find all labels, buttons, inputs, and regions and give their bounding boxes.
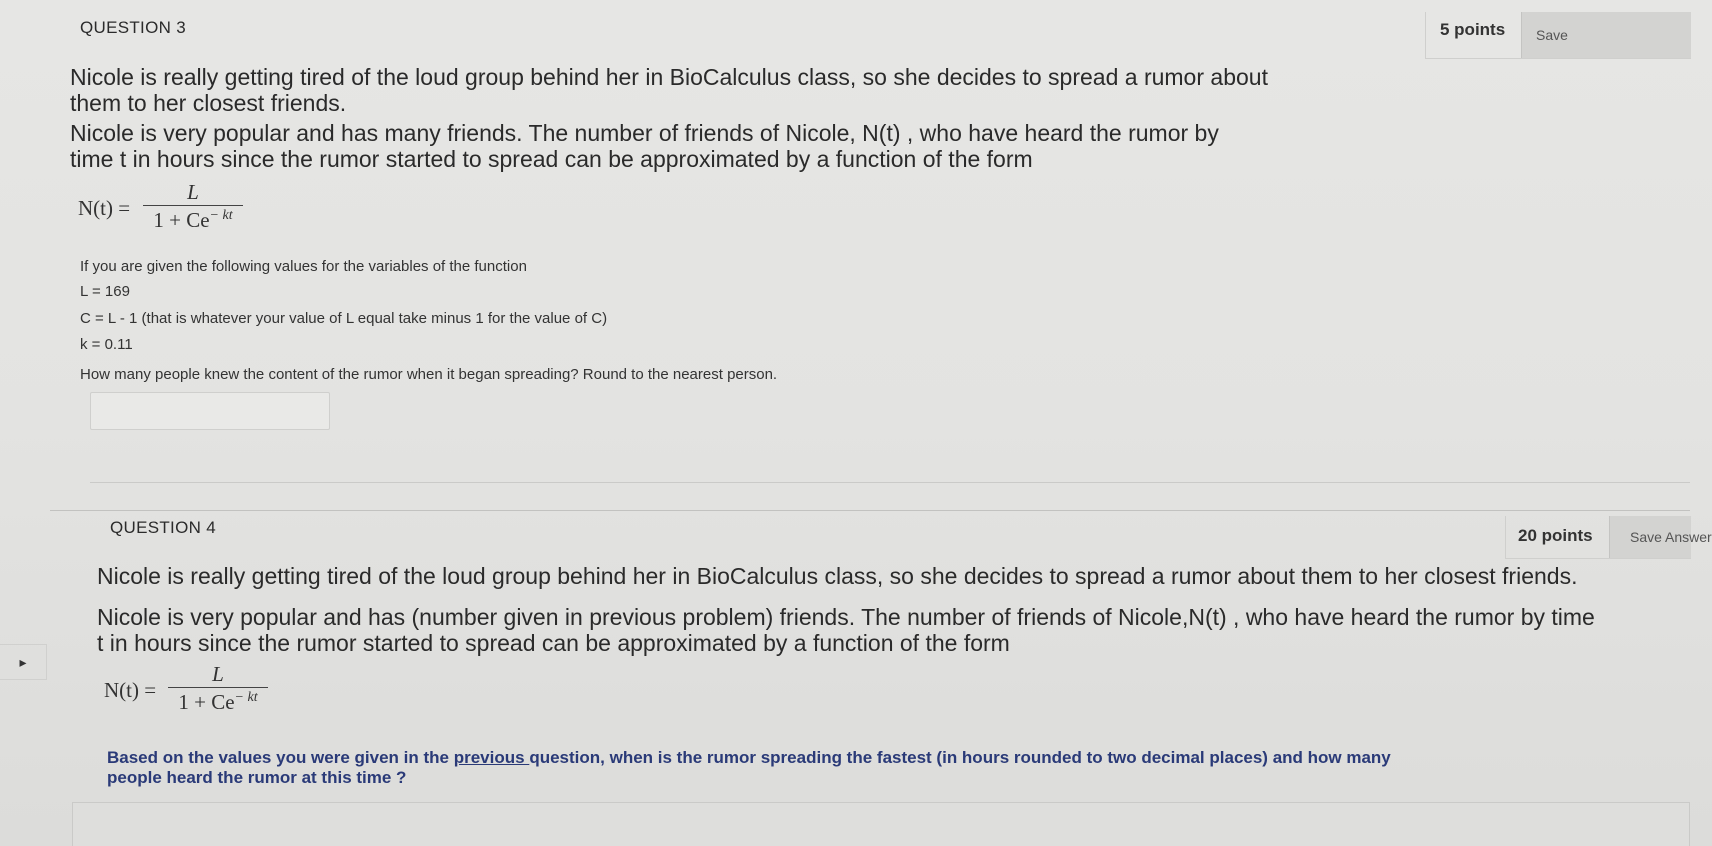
q3-formula-numerator: L bbox=[187, 180, 199, 204]
q4-save-button[interactable]: Save Answer bbox=[1609, 516, 1691, 558]
q3-formula-exponent: − kt bbox=[209, 208, 233, 223]
q3-given-intro: If you are given the following values for the variables of the function bbox=[80, 258, 527, 275]
q4-based-post: question, when is the rumor spreading the fastest (in hours rounded to two decimal places) and how many bbox=[529, 748, 1391, 767]
q4-previous-link[interactable]: previous bbox=[453, 748, 530, 767]
q4-based-line-1 bbox=[107, 748, 1667, 768]
q3-var-k: k = 0.11 bbox=[80, 336, 133, 353]
q3-var-L: L = 169 bbox=[80, 283, 130, 300]
q4-points: 20 points bbox=[1518, 526, 1593, 545]
q4-based-pre: Based on the values you were given in the bbox=[107, 748, 454, 767]
q3-points: 5 points bbox=[1440, 20, 1506, 39]
side-expand-arrow-icon[interactable]: ▸ bbox=[0, 644, 47, 680]
q4-based-line-2: people heard the rumor at this time ? bbox=[107, 768, 407, 787]
q4-heading: QUESTION 4 bbox=[110, 518, 216, 537]
q4-formula-numerator: L bbox=[212, 662, 224, 686]
q3-formula-denominator-base: 1 + Ce bbox=[153, 208, 210, 232]
q3-save-button[interactable]: Save bbox=[1521, 12, 1691, 58]
q4-formula-denominator bbox=[168, 687, 268, 715]
q3-paragraph-2-line-2: time t in hours since the rumor started to spread can be approximated by a function of the form bbox=[70, 146, 1033, 172]
q4-formula-lhs: N(t) = bbox=[104, 678, 157, 702]
q4-paragraph-2-line-2: t in hours since the rumor started to spread can be approximated by a function of the form bbox=[97, 630, 1010, 656]
q4-formula bbox=[104, 662, 304, 722]
q3-answer-input[interactable] bbox=[90, 392, 330, 430]
q3-paragraph-1-line-2: them to her closest friends. bbox=[70, 90, 347, 116]
q3-points-panel bbox=[1425, 12, 1691, 59]
question-separator bbox=[50, 510, 1690, 511]
q3-paragraph-2 bbox=[70, 120, 1219, 172]
q3-formula-lhs: N(t) = bbox=[78, 196, 131, 220]
q3-paragraph-1-line-1: Nicole is really getting tired of the loud group behind her in BioCalculus class, so she decides to spread a rumor about bbox=[70, 64, 1268, 90]
q3-divider bbox=[90, 482, 1690, 483]
q4-paragraph-2 bbox=[97, 604, 1595, 656]
q4-points-panel bbox=[1505, 516, 1712, 559]
q4-formula-denominator-base: 1 + Ce bbox=[178, 690, 235, 714]
q3-question: How many people knew the content of the rumor when it began spreading? Round to the nearest person. bbox=[80, 366, 778, 383]
q4-based-question bbox=[107, 748, 1667, 788]
q3-formula bbox=[78, 180, 278, 240]
q3-paragraph-2-line-1: Nicole is very popular and has many friends. The number of friends of Nicole, N(t) , who have heard the rumor by bbox=[70, 120, 1219, 146]
q4-answer-editor[interactable] bbox=[72, 802, 1690, 846]
q3-heading: QUESTION 3 bbox=[80, 18, 186, 37]
q3-formula-denominator bbox=[143, 205, 243, 233]
q3-var-C: C = L - 1 (that is whatever your value of L equal take minus 1 for the value of C) bbox=[80, 310, 608, 327]
q4-paragraph-2-line-1: Nicole is very popular and has (number given in previous problem) friends. The number of friends of Nicole,N(t) , who have heard the rumor by time bbox=[97, 604, 1595, 630]
q4-paragraph-1: Nicole is really getting tired of the loud group behind her in BioCalculus class, so she decides to spread a rumor about them to her closest friends. bbox=[97, 563, 1578, 589]
q3-paragraph-1 bbox=[70, 64, 1268, 116]
q4-formula-exponent: − kt bbox=[234, 690, 258, 705]
